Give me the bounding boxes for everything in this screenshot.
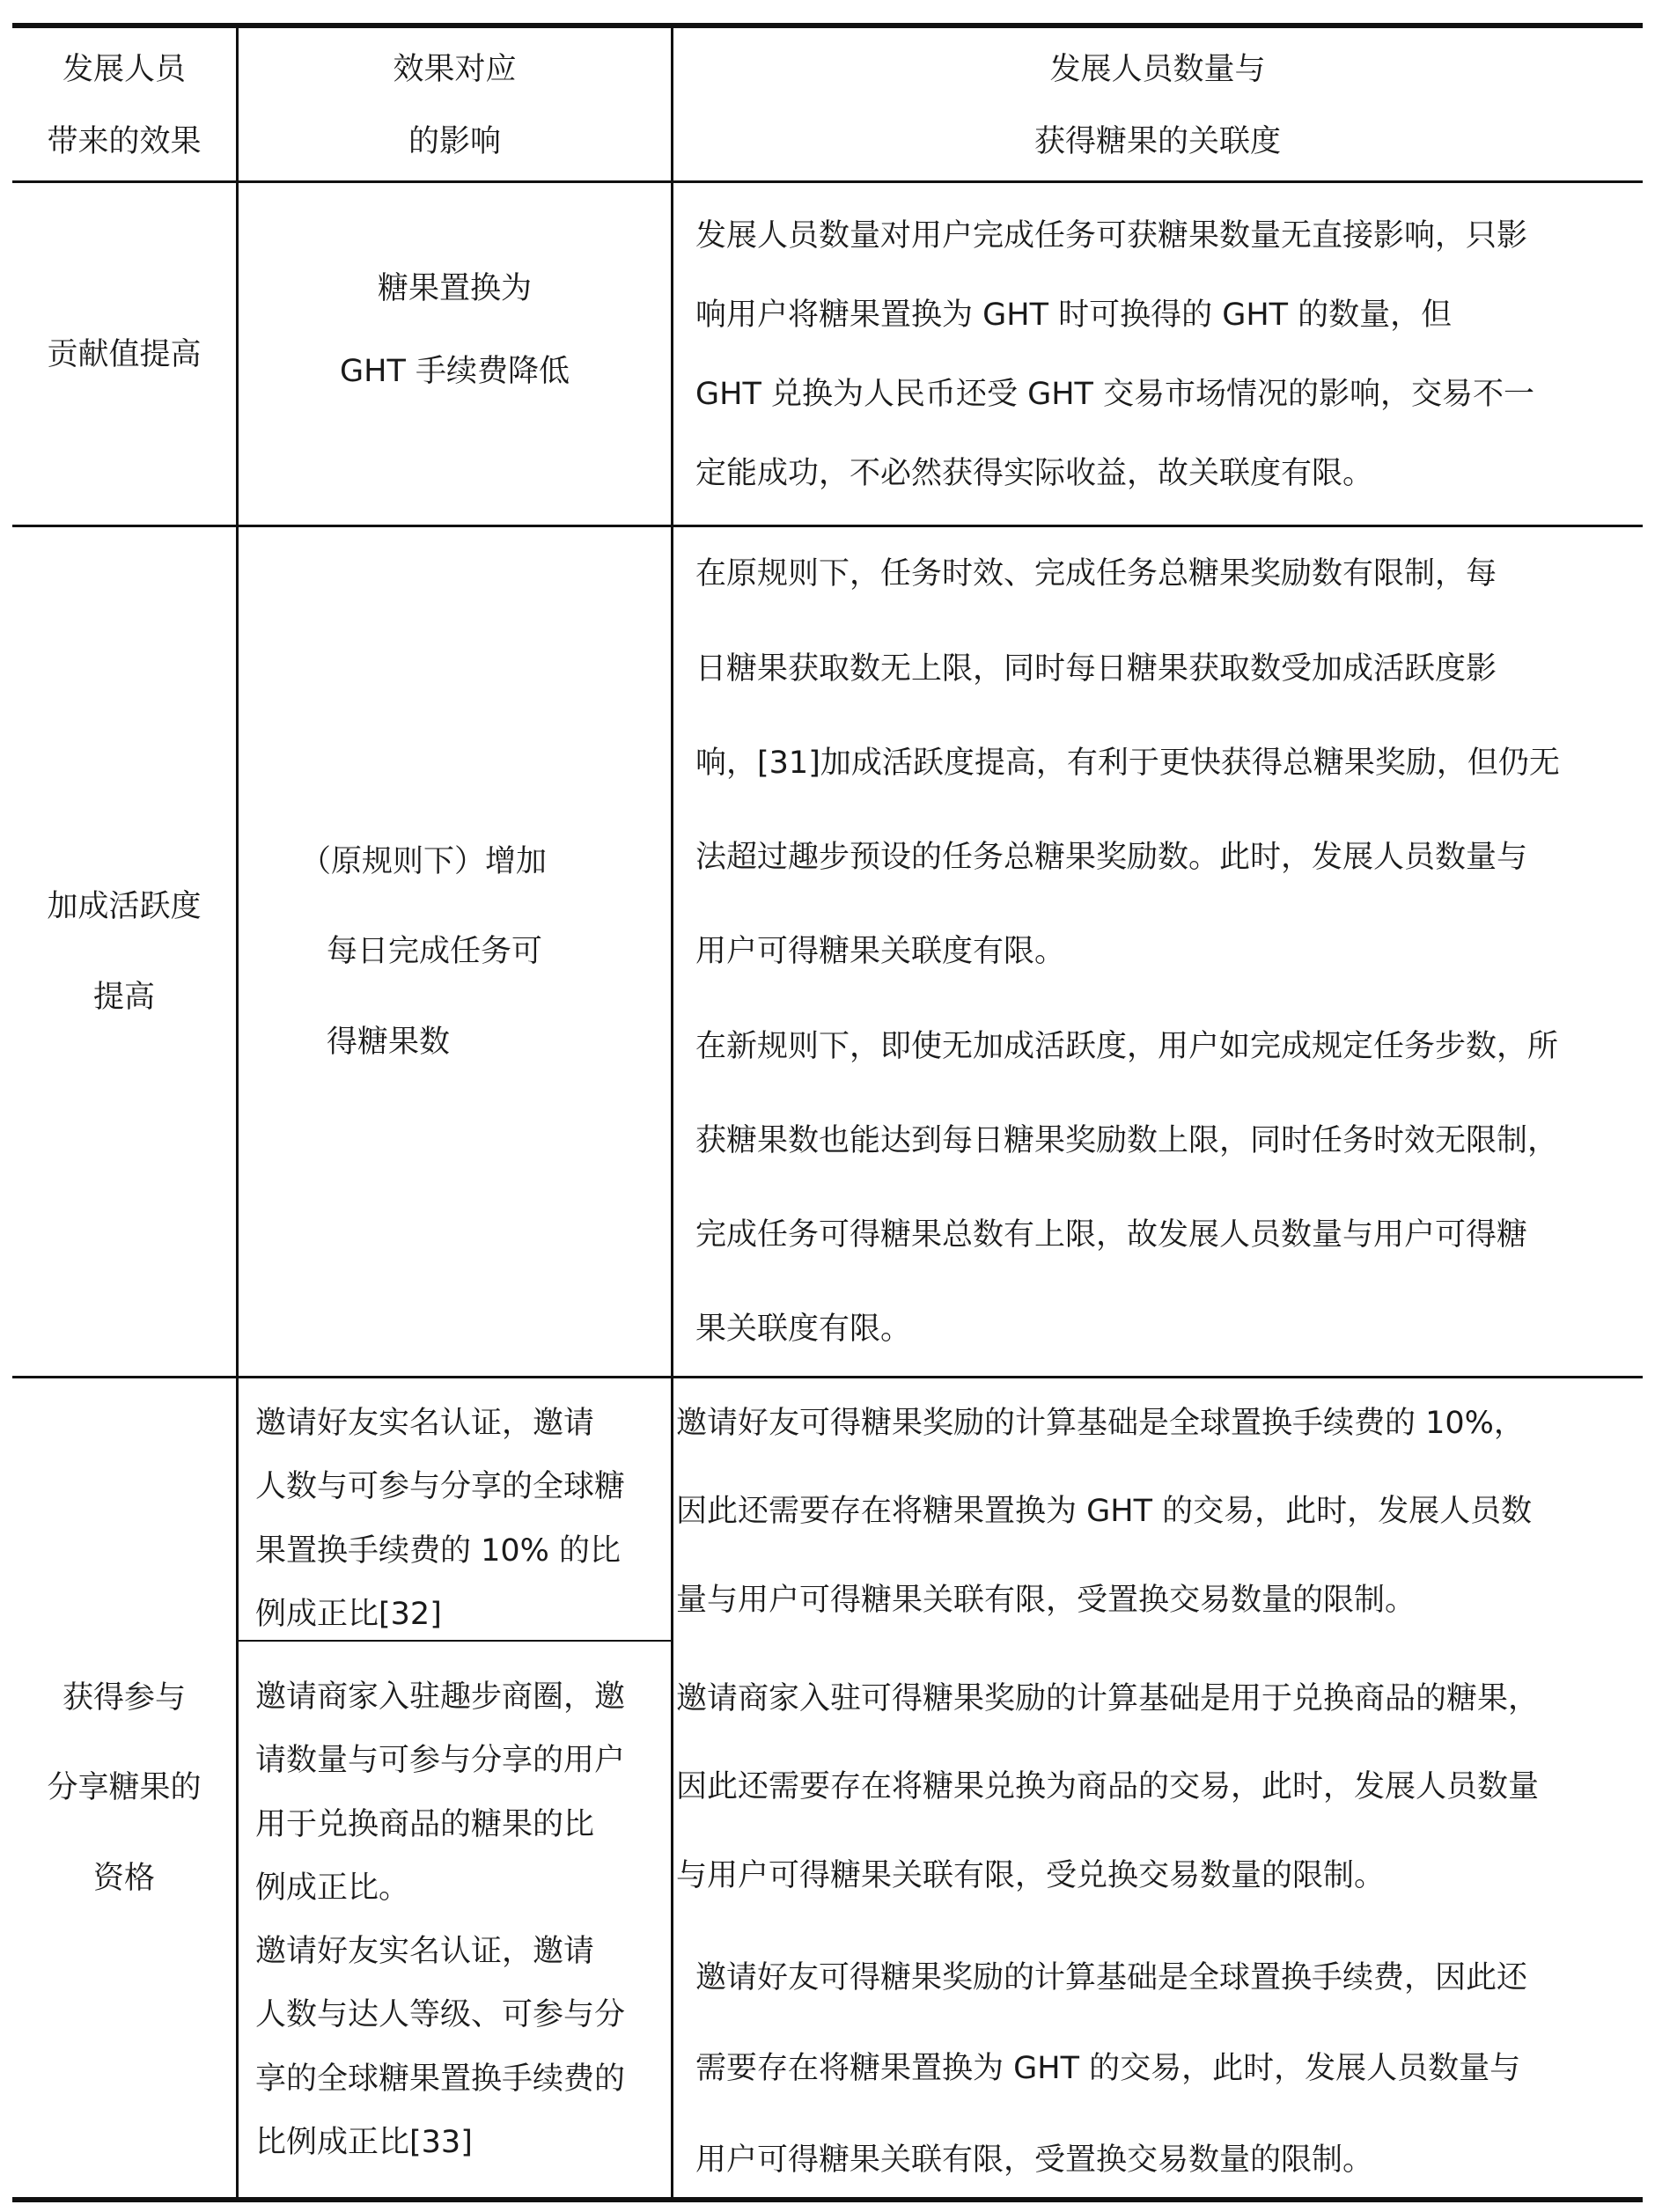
row2-bottom-rule [12, 1376, 1643, 1378]
row3-sub2-impact-line: 请数量与可参与分享的用户 [255, 1743, 626, 1779]
row2-relevance-line: 果关联度有限。 [695, 1312, 912, 1348]
row2-impact [239, 528, 671, 1376]
row3-sub2-impact-line: 用于兑换商品的糖果的比 [255, 1806, 595, 1842]
row3-sub1-impact-line: 例成正比[32] [255, 1596, 442, 1632]
row3-sub2-impact-line: 人数与达人等级、可参与分 [255, 1997, 626, 2033]
row3-sub2-relevance-line: 因此还需要存在将糖果兑换为商品的交易，此时，发展人员数量 [676, 1769, 1540, 1805]
row3-effect [12, 1379, 236, 2197]
row3-sub1-relevance [676, 1406, 1637, 1635]
table-top-rule [12, 23, 1643, 28]
row3-sub2-impact-line: 比例成正比[33] [255, 2124, 473, 2160]
row3-sub2-impact-line: 邀请商家入驻趣步商圈，邀 [255, 1679, 626, 1715]
header-effect-line: 发展人员 [62, 51, 186, 87]
header-impact-line: 的影响 [408, 124, 501, 159]
row1-bottom-rule [12, 525, 1643, 527]
header-impact-line: 效果对应 [393, 51, 517, 87]
row1-impact-line: 糖果置换为 [377, 270, 532, 306]
row3-sub2-relevance-a [676, 1681, 1637, 1910]
row3-sub1-impact [255, 1406, 660, 1635]
row3-sub2-relevance-b [695, 1960, 1637, 2189]
row2-relevance-line: 法超过趣步预设的任务总糖果奖励数。此时，发展人员数量与 [695, 840, 1528, 876]
row1-relevance-line: GHT 兑换为人民币还受 GHT 交易市场情况的影响，交易不一 [695, 377, 1535, 412]
row3-effect-line: 获得参与 [62, 1680, 186, 1716]
row2-impact-line: （原规则下）增加 [300, 844, 548, 880]
row3-sub1-impact-line: 邀请好友实名认证，邀请 [255, 1406, 595, 1441]
row2-effect-line: 加成活跃度 [47, 889, 202, 925]
row3-subrow-divider [238, 1640, 671, 1642]
row2-impact-line: 每日完成任务可 [327, 934, 543, 970]
row1-impact-line: GHT 手续费降低 [340, 354, 570, 389]
row3-effect-line: 资格 [92, 1860, 155, 1896]
row2-effect-line: 提高 [92, 979, 155, 1015]
row2-relevance-line: 在新规则下，即使无加成活跃度，用户如完成规定任务步数，所 [695, 1028, 1559, 1064]
row3-sub2-relevance-line: 邀请好友可得糖果奖励的计算基础是全球置换手续费，因此还 [695, 1960, 1528, 1995]
header-bottom-rule [12, 180, 1643, 183]
row1-relevance [695, 185, 1637, 525]
row2-impact-line: 得糖果数 [327, 1024, 451, 1060]
row1-effect [12, 185, 236, 525]
table-bottom-rule [12, 2197, 1643, 2202]
row3-sub2-relevance-line: 邀请商家入驻可得糖果奖励的计算基础是用于兑换商品的糖果， [676, 1681, 1540, 1716]
row2-relevance [695, 528, 1637, 1376]
row2-relevance-line: 日糖果获取数无上限，同时每日糖果获取数受加成活跃度影 [695, 650, 1497, 687]
row3-effect-line: 分享糖果的 [47, 1770, 202, 1806]
header-relevance-line: 获得糖果的关联度 [1033, 124, 1281, 159]
header-effect-line: 带来的效果 [47, 124, 202, 159]
row1-relevance-line: 定能成功，不必然获得实际收益，故关联度有限。 [695, 456, 1374, 492]
row3-sub2-relevance-line: 用户可得糖果关联有限，受置换交易数量的限制。 [695, 2142, 1374, 2178]
header-relevance [673, 35, 1642, 176]
row1-effect-text: 贡献值提高 [47, 336, 202, 372]
row3-sub2-relevance-line: 需要存在将糖果置换为 GHT 的交易，此时，发展人员数量与 [695, 2051, 1521, 2087]
row3-sub2-relevance-line: 与用户可得糖果关联有限，受兑换交易数量的限制。 [676, 1857, 1386, 1893]
row2-relevance-line: 用户可得糖果关联度有限。 [695, 934, 1066, 970]
row3-sub2-impact-line: 邀请好友实名认证，邀请 [255, 1934, 595, 1969]
row3-sub1-relevance-line: 量与用户可得糖果关联有限，受置换交易数量的限制。 [676, 1582, 1416, 1618]
row2-relevance-line: 获糖果数也能达到每日糖果奖励数上限，同时任务时效无限制， [695, 1122, 1559, 1158]
column-divider-2 [671, 23, 673, 2202]
row1-relevance-line: 响用户将糖果置换为 GHT 时可换得的 GHT 的数量，但 [695, 297, 1453, 333]
row2-relevance-line: 响，[31]加成活跃度提高，有利于更快获得总糖果奖励，但仍无 [695, 745, 1560, 781]
row2-effect [12, 528, 236, 1376]
row3-sub1-relevance-line: 邀请好友可得糖果奖励的计算基础是全球置换手续费的 10%， [676, 1406, 1525, 1441]
row3-sub1-impact-line: 果置换手续费的 10% 的比 [255, 1532, 622, 1569]
header-impact [239, 35, 671, 176]
row3-sub1-relevance-line: 因此还需要存在将糖果置换为 GHT 的交易，此时，发展人员数 [676, 1494, 1533, 1530]
row1-relevance-line: 发展人员数量对用户完成任务可获糖果数量无直接影响，只影 [695, 217, 1528, 254]
row2-relevance-line: 在原规则下，任务时效、完成任务总糖果奖励数有限制，每 [695, 556, 1497, 592]
row2-relevance-line: 完成任务可得糖果总数有上限，故发展人员数量与用户可得糖 [695, 1217, 1528, 1253]
row3-sub2-impact [255, 1679, 660, 2181]
header-relevance-line: 发展人员数量与 [1049, 51, 1266, 87]
header-effect [12, 35, 236, 176]
row3-sub2-impact-line: 例成正比。 [255, 1870, 410, 1906]
row1-impact [239, 185, 671, 475]
row3-sub1-impact-line: 人数与可参与分享的全球糖 [255, 1469, 626, 1505]
row3-sub2-impact-line: 享的全球糖果置换手续费的 [255, 2061, 626, 2097]
